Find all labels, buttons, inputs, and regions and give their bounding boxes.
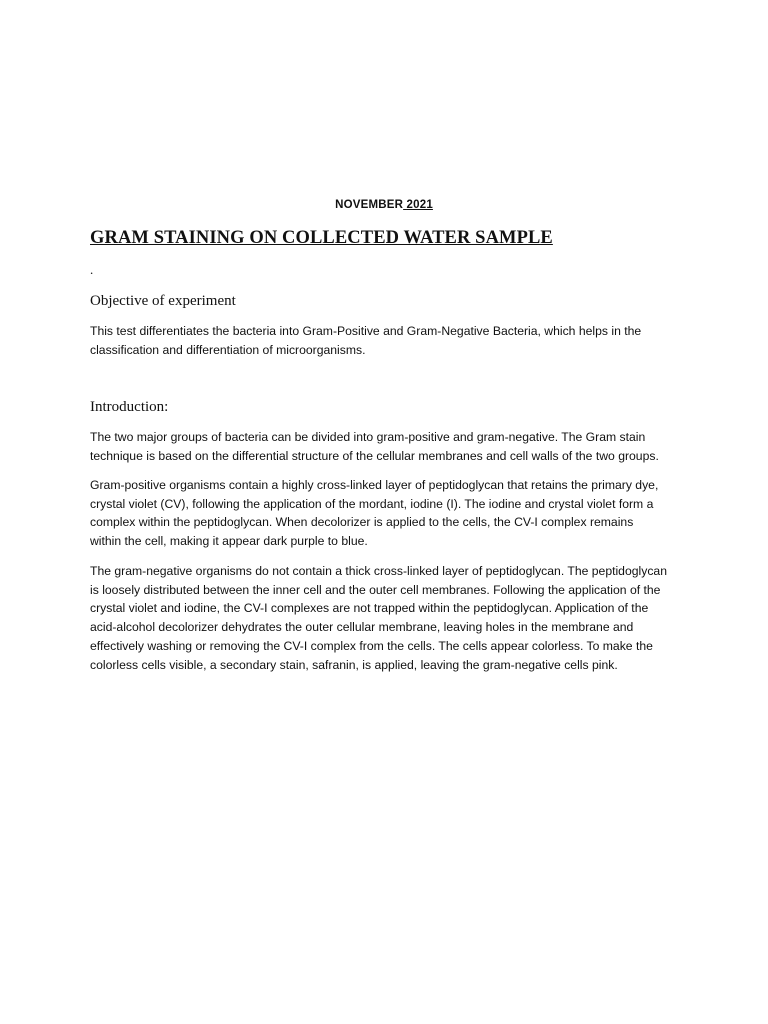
paragraph-line: The two major groups of bacteria can be divided into gram-positive and gram-negative. The Gram stain [90,430,646,444]
paragraph-line: technique is based on the differential structure of the cellular membranes and cell walls of the two groups. [90,448,659,463]
paragraph-line: classification and differentiation of microorganisms. [90,342,366,357]
paragraph-line: This test differentiates the bacteria into Gram-Positive and Gram-Negative Bacteria, which helps in the [90,324,642,338]
objective-paragraph [90,322,700,359]
paragraph-line: is loosely distributed between the inner cell and the outer cell membranes. Following the application of the [90,582,661,597]
objective-heading: Objective of experiment [90,293,236,309]
introduction-paragraph-1 [90,428,700,465]
paragraph-line: crystal violet (CV), following the application of the mordant, iodine (I). The iodine and crystal violet form a [90,496,654,511]
paragraph-line: within the cell, making it appear dark purple to blue. [90,534,368,549]
introduction-paragraph-2 [90,476,700,551]
stray-period: . [90,262,94,277]
date-month: NOVEMBER [335,199,404,211]
document-date [0,199,768,211]
introduction-paragraph-3 [90,562,700,674]
paragraph-line: acid-alcohol decolorizer dehydrates the outer cellular membrane, leaving holes in the membrane and [90,620,634,635]
paragraph-line: effectively washing or removing the CV-I complex from the cells. The cells appear colorless. To make the [90,638,653,653]
paragraph-line: colorless cells visible, a secondary stain, safranin, is applied, leaving the gram-negative cells pink. [90,657,618,672]
document-title: GRAM STAINING ON COLLECTED WATER SAMPLE [90,228,553,248]
introduction-heading: Introduction: [90,399,169,415]
paragraph-line: The gram-negative organisms do not contain a thick cross-linked layer of peptidoglycan. The peptidoglycan [90,564,667,578]
paragraph-line: crystal violet and iodine, the CV-I complexes are not trapped within the peptidoglycan. Application of the [90,601,649,616]
paragraph-line: complex within the peptidoglycan. When decolorizer is applied to the cells, the CV-I complex remains [90,515,634,530]
paragraph-line: Gram-positive organisms contain a highly cross-linked layer of peptidoglycan that retains the primary dye, [90,478,659,492]
date-year: 2021 [406,199,433,211]
